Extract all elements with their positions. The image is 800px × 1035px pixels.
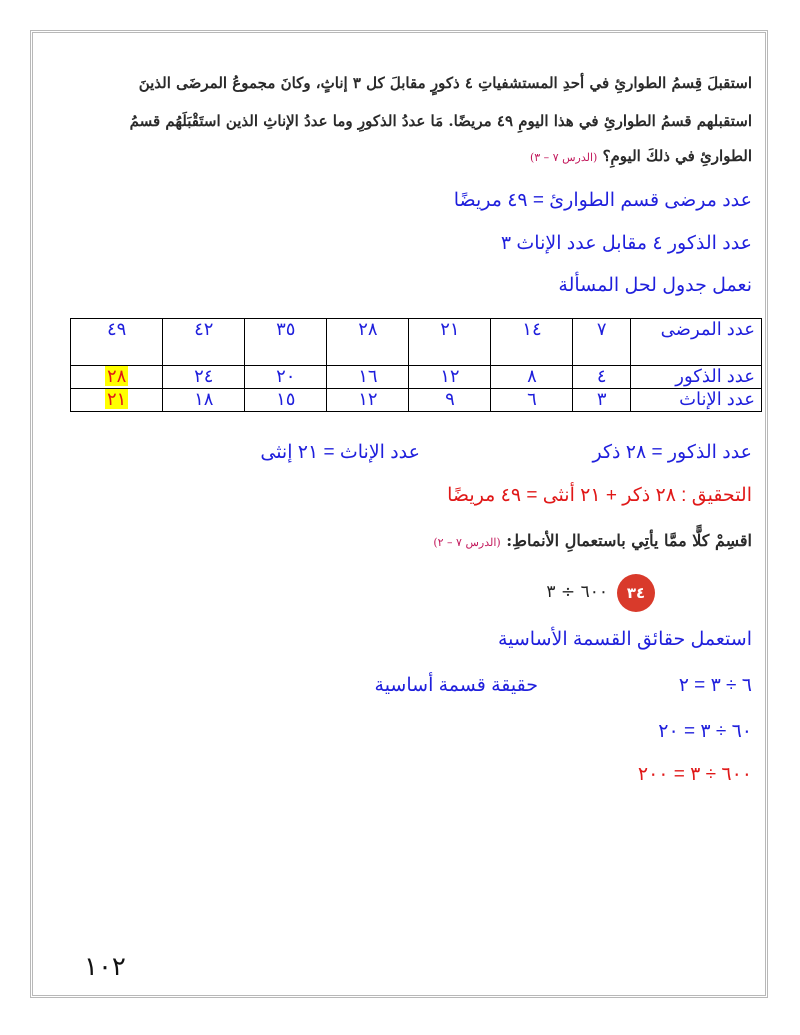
- table-cell: ٣: [573, 389, 631, 412]
- table-cell: ٢١: [409, 319, 491, 366]
- table-cell: ٩: [409, 389, 491, 412]
- table-cell: ١٤: [491, 319, 573, 366]
- table-cell: ١٥: [245, 389, 327, 412]
- males-result: عدد الذكور = ٢٨ ذكر: [592, 442, 752, 463]
- table-row-label: عدد الإناث: [631, 389, 762, 412]
- basic-fact: ٦ ÷ ٣ = ٢: [678, 675, 752, 696]
- section-instruction: [433, 531, 752, 550]
- table-cell: ٤٢: [163, 319, 245, 366]
- step-hundreds: ٦٠٠ ÷ ٣ = ٢٠٠: [637, 764, 752, 785]
- table-cell: ٦: [491, 389, 573, 412]
- lesson-reference: (الدرس ٧ – ٢): [433, 536, 501, 549]
- page-number: ١٠٢: [84, 952, 126, 981]
- table-cell: ٧: [573, 319, 631, 366]
- exercise-expression: ٦٠٠ ÷ ٣: [546, 582, 608, 602]
- lesson-reference: (الدرس ٧ – ٣): [529, 151, 598, 164]
- basic-fact-label: حقيقة قسمة أساسية: [374, 675, 538, 696]
- check-line: التحقيق : ٢٨ ذكر + ٢١ أنثى = ٤٩ مريضًا: [447, 485, 752, 506]
- table-row-label: عدد الذكور: [631, 366, 762, 389]
- answer-highlight: ٢١: [106, 389, 127, 409]
- total-patients-line: عدد مرضى قسم الطوارئ = ٤٩ مريضًا: [453, 190, 752, 211]
- problem-line-3-text: الطوارئِ في ذلكَ اليومِ؟: [602, 147, 752, 165]
- page-border: [30, 30, 768, 998]
- table-cell: ٢٠: [245, 366, 327, 389]
- table-cell: ٣٥: [245, 319, 327, 366]
- method-line: نعمل جدول لحل المسألة: [558, 275, 752, 296]
- ratio-table: [70, 318, 762, 412]
- females-result: عدد الإناث = ٢١ إنثى: [260, 442, 420, 463]
- table-cell: ١٢: [327, 389, 409, 412]
- table-cell-answer: [71, 366, 163, 389]
- table-row-label: عدد المرضى: [631, 319, 762, 366]
- method-line-2: استعمل حقائق القسمة الأساسية: [497, 629, 752, 650]
- step-tens: ٦٠ ÷ ٣ = ٢٠: [658, 721, 752, 742]
- ratio-line: عدد الذكور ٤ مقابل عدد الإناث ٣: [500, 233, 752, 254]
- table-row-females: [71, 389, 762, 412]
- table-row-patients: [71, 319, 762, 366]
- problem-line-1: استقبلَ قِسمُ الطوارئِ في أحدِ المستشفياتِ ٤ ذكورٍ مقابلَ كل ٣ إناثٍ، وكانَ مجموعُ المرضَى الذينَ: [138, 74, 752, 92]
- answer-highlight: ٢٨: [106, 366, 127, 386]
- table-cell: ١٦: [327, 366, 409, 389]
- problem-line-3: [530, 147, 752, 165]
- instruction-text: اقسِمْ كلًّا ممَّا يأتِي باستعمالِ الأنماطِ:: [506, 531, 752, 550]
- table-cell: ٤٩: [71, 319, 163, 366]
- table-cell: ١٨: [163, 389, 245, 412]
- table-cell: ٨: [491, 366, 573, 389]
- table-cell: ٤: [573, 366, 631, 389]
- table-cell-answer: [71, 389, 163, 412]
- table-cell: ٢٤: [163, 366, 245, 389]
- exercise-number-badge: ٣٤: [617, 574, 655, 612]
- table-cell: ٢٨: [327, 319, 409, 366]
- problem-line-2: استقبلهم قسمُ الطوارئِ في هذا اليومِ ٤٩ مريضًا. مَا عددُ الذكورِ وما عددُ الإناثِ الذين استَقْبَلَهُم قسمُ: [129, 112, 752, 130]
- table-row-males: [71, 366, 762, 389]
- table-cell: ١٢: [409, 366, 491, 389]
